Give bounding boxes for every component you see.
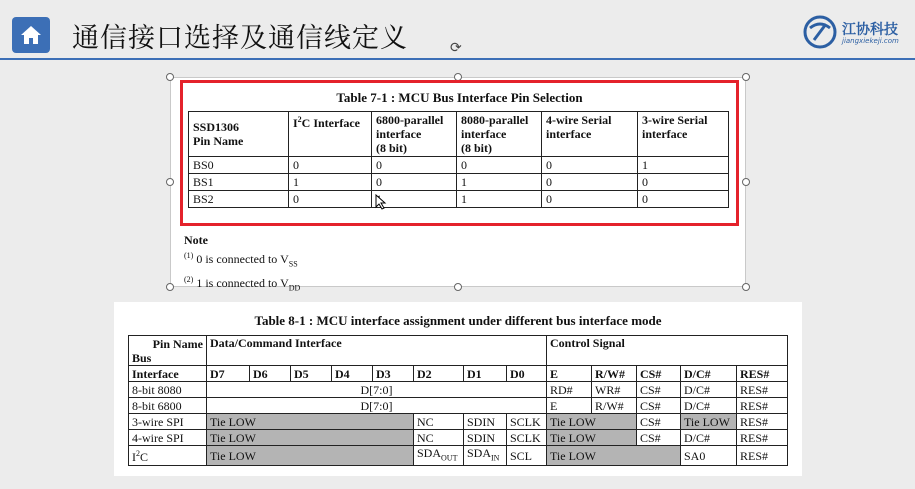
table81-col: D7 xyxy=(207,366,250,382)
table-cell: $SDA_{IN}$ xyxy=(464,446,507,466)
table-cell: 8-bit 6800 xyxy=(129,398,207,414)
table-cell: R/W# xyxy=(592,398,637,414)
table81-title: Table 8-1 : MCU interface assignment under different bus interface mode xyxy=(254,313,662,328)
table-cell: CS# xyxy=(637,414,681,430)
table81-header-row xyxy=(129,366,788,382)
table-cell: 0 xyxy=(638,191,729,208)
table-cell: 3-wire SPI xyxy=(129,414,207,430)
brand-logo-icon xyxy=(800,14,840,50)
table-cell: RES# xyxy=(737,446,788,466)
table-cell: D[7:0] xyxy=(207,382,547,398)
table81-col: D4 xyxy=(332,366,373,382)
table71-header-pin: SSD1306 Pin Name xyxy=(189,112,289,157)
table-row xyxy=(129,430,788,446)
table71-header-3wire: 3-wire Serial interface xyxy=(638,112,729,157)
note-1: $^{(1)}$ 0 is connected to $V_{SS}$ xyxy=(184,251,298,269)
table71-notes xyxy=(184,232,300,297)
resize-handle-bc[interactable] xyxy=(454,283,462,291)
table81-corner: Pin Name Bus xyxy=(129,336,207,366)
table-cell: 0 xyxy=(372,174,457,191)
table-cell: D/C# xyxy=(681,398,737,414)
table-cell: Tie LOW xyxy=(207,446,414,466)
table-cell: BS2 xyxy=(189,191,289,208)
table71-title: Table 7-1 : MCU Bus Interface Pin Selection xyxy=(336,90,583,105)
table81-col: D/C# xyxy=(681,366,737,382)
header-divider xyxy=(0,58,915,60)
table81-col: D6 xyxy=(250,366,291,382)
table-cell: 0 xyxy=(289,157,372,174)
table-cell: 1 xyxy=(457,191,542,208)
table-cell: 4-wire SPI xyxy=(129,430,207,446)
table-cell: D/C# xyxy=(681,382,737,398)
table-cell: 0 xyxy=(542,174,638,191)
table-row xyxy=(189,174,729,191)
table-cell: 1 xyxy=(457,174,542,191)
table-cell: SCLK xyxy=(507,414,547,430)
table81-group-row xyxy=(129,336,788,366)
table-cell: 0 xyxy=(542,191,638,208)
table-cell: NC xyxy=(414,414,464,430)
slide-title: 通信接口选择及通信线定义 xyxy=(72,23,408,54)
table-cell: WR# xyxy=(592,382,637,398)
table81-col: D2 xyxy=(414,366,464,382)
table71-header-i2c: $I^2C$ Interface xyxy=(289,112,372,157)
notes-title: Note xyxy=(184,233,208,247)
table81 xyxy=(128,335,788,466)
table-cell: SDIN xyxy=(464,430,507,446)
table-cell: RD# xyxy=(547,382,592,398)
table-cell: SCLK xyxy=(507,430,547,446)
resize-handle-tl[interactable] xyxy=(166,73,174,81)
table-cell: CS# xyxy=(637,398,681,414)
table71 xyxy=(188,111,729,208)
table81-col: D1 xyxy=(464,366,507,382)
resize-handle-ml[interactable] xyxy=(166,178,174,186)
table-cell: D[7:0] xyxy=(207,398,547,414)
rotate-handle-icon[interactable]: ⟳ xyxy=(450,40,462,56)
table-cell: RES# xyxy=(737,430,788,446)
table-cell: E xyxy=(547,398,592,414)
table81-group-ctrl: Control Signal xyxy=(547,336,788,366)
table81-col: D5 xyxy=(291,366,332,382)
table-cell: Tie LOW xyxy=(547,414,637,430)
table81-group-data: Data/Command Interface xyxy=(207,336,547,366)
table81-col: RES# xyxy=(737,366,788,382)
table-row xyxy=(189,157,729,174)
table-row xyxy=(189,191,729,208)
table-cell: $SDA_{OUT}$ xyxy=(414,446,464,466)
table81-corner-c: Interface xyxy=(129,366,207,382)
table71-header-4wire: 4-wire Serial interface xyxy=(542,112,638,157)
table-row xyxy=(129,414,788,430)
table-cell: CS# xyxy=(637,382,681,398)
table-cell: RES# xyxy=(737,414,788,430)
table81-col: E xyxy=(547,366,592,382)
table71-header-row xyxy=(189,112,729,157)
table-cell: Tie LOW xyxy=(547,430,637,446)
table81-col: R/W# xyxy=(592,366,637,382)
home-icon xyxy=(19,24,43,46)
table-cell: Tie LOW xyxy=(547,446,681,466)
table-cell: 8-bit 8080 xyxy=(129,382,207,398)
table-cell: BS0 xyxy=(189,157,289,174)
table-cell: 1 xyxy=(289,174,372,191)
table-cell: 0 xyxy=(372,157,457,174)
resize-handle-mr[interactable] xyxy=(742,178,750,186)
table-cell: 1 xyxy=(638,157,729,174)
table-cell: 0 xyxy=(289,191,372,208)
table-cell: 0 xyxy=(457,157,542,174)
table-cell: SDIN xyxy=(464,414,507,430)
table-cell: SCL xyxy=(507,446,547,466)
table-row xyxy=(129,382,788,398)
resize-handle-tr[interactable] xyxy=(742,73,750,81)
table-cell: CS# xyxy=(637,430,681,446)
resize-handle-bl[interactable] xyxy=(166,283,174,291)
table-cell: Tie LOW xyxy=(681,414,737,430)
table-cell: NC xyxy=(414,430,464,446)
table81-col: CS# xyxy=(637,366,681,382)
table-cell: 0 xyxy=(542,157,638,174)
mouse-cursor-icon xyxy=(375,194,387,210)
note-2: $^{(2)}$ 1 is connected to $V_{DD}$ xyxy=(184,275,301,293)
table-row xyxy=(129,398,788,414)
table81-col: D3 xyxy=(373,366,414,382)
resize-handle-br[interactable] xyxy=(742,283,750,291)
table71-header-8080: 8080-parallel interface (8 bit) xyxy=(457,112,542,157)
table-cell: $I^2C$ xyxy=(129,446,207,466)
table-row xyxy=(129,446,788,466)
table81-col: D0 xyxy=(507,366,547,382)
table-cell: Tie LOW xyxy=(207,430,414,446)
brand-name: 江协科技 xyxy=(842,22,898,38)
brand-url: jiangxiekeji.com xyxy=(842,37,899,45)
table-cell: Tie LOW xyxy=(207,414,414,430)
table-cell: D/C# xyxy=(681,430,737,446)
table-cell: SA0 xyxy=(681,446,737,466)
table71-header-6800: 6800-parallel interface (8 bit) xyxy=(372,112,457,157)
table-cell: 0 xyxy=(638,174,729,191)
home-button[interactable] xyxy=(12,17,50,53)
table-cell: BS1 xyxy=(189,174,289,191)
table-cell: RES# xyxy=(737,398,788,414)
table-cell: RES# xyxy=(737,382,788,398)
